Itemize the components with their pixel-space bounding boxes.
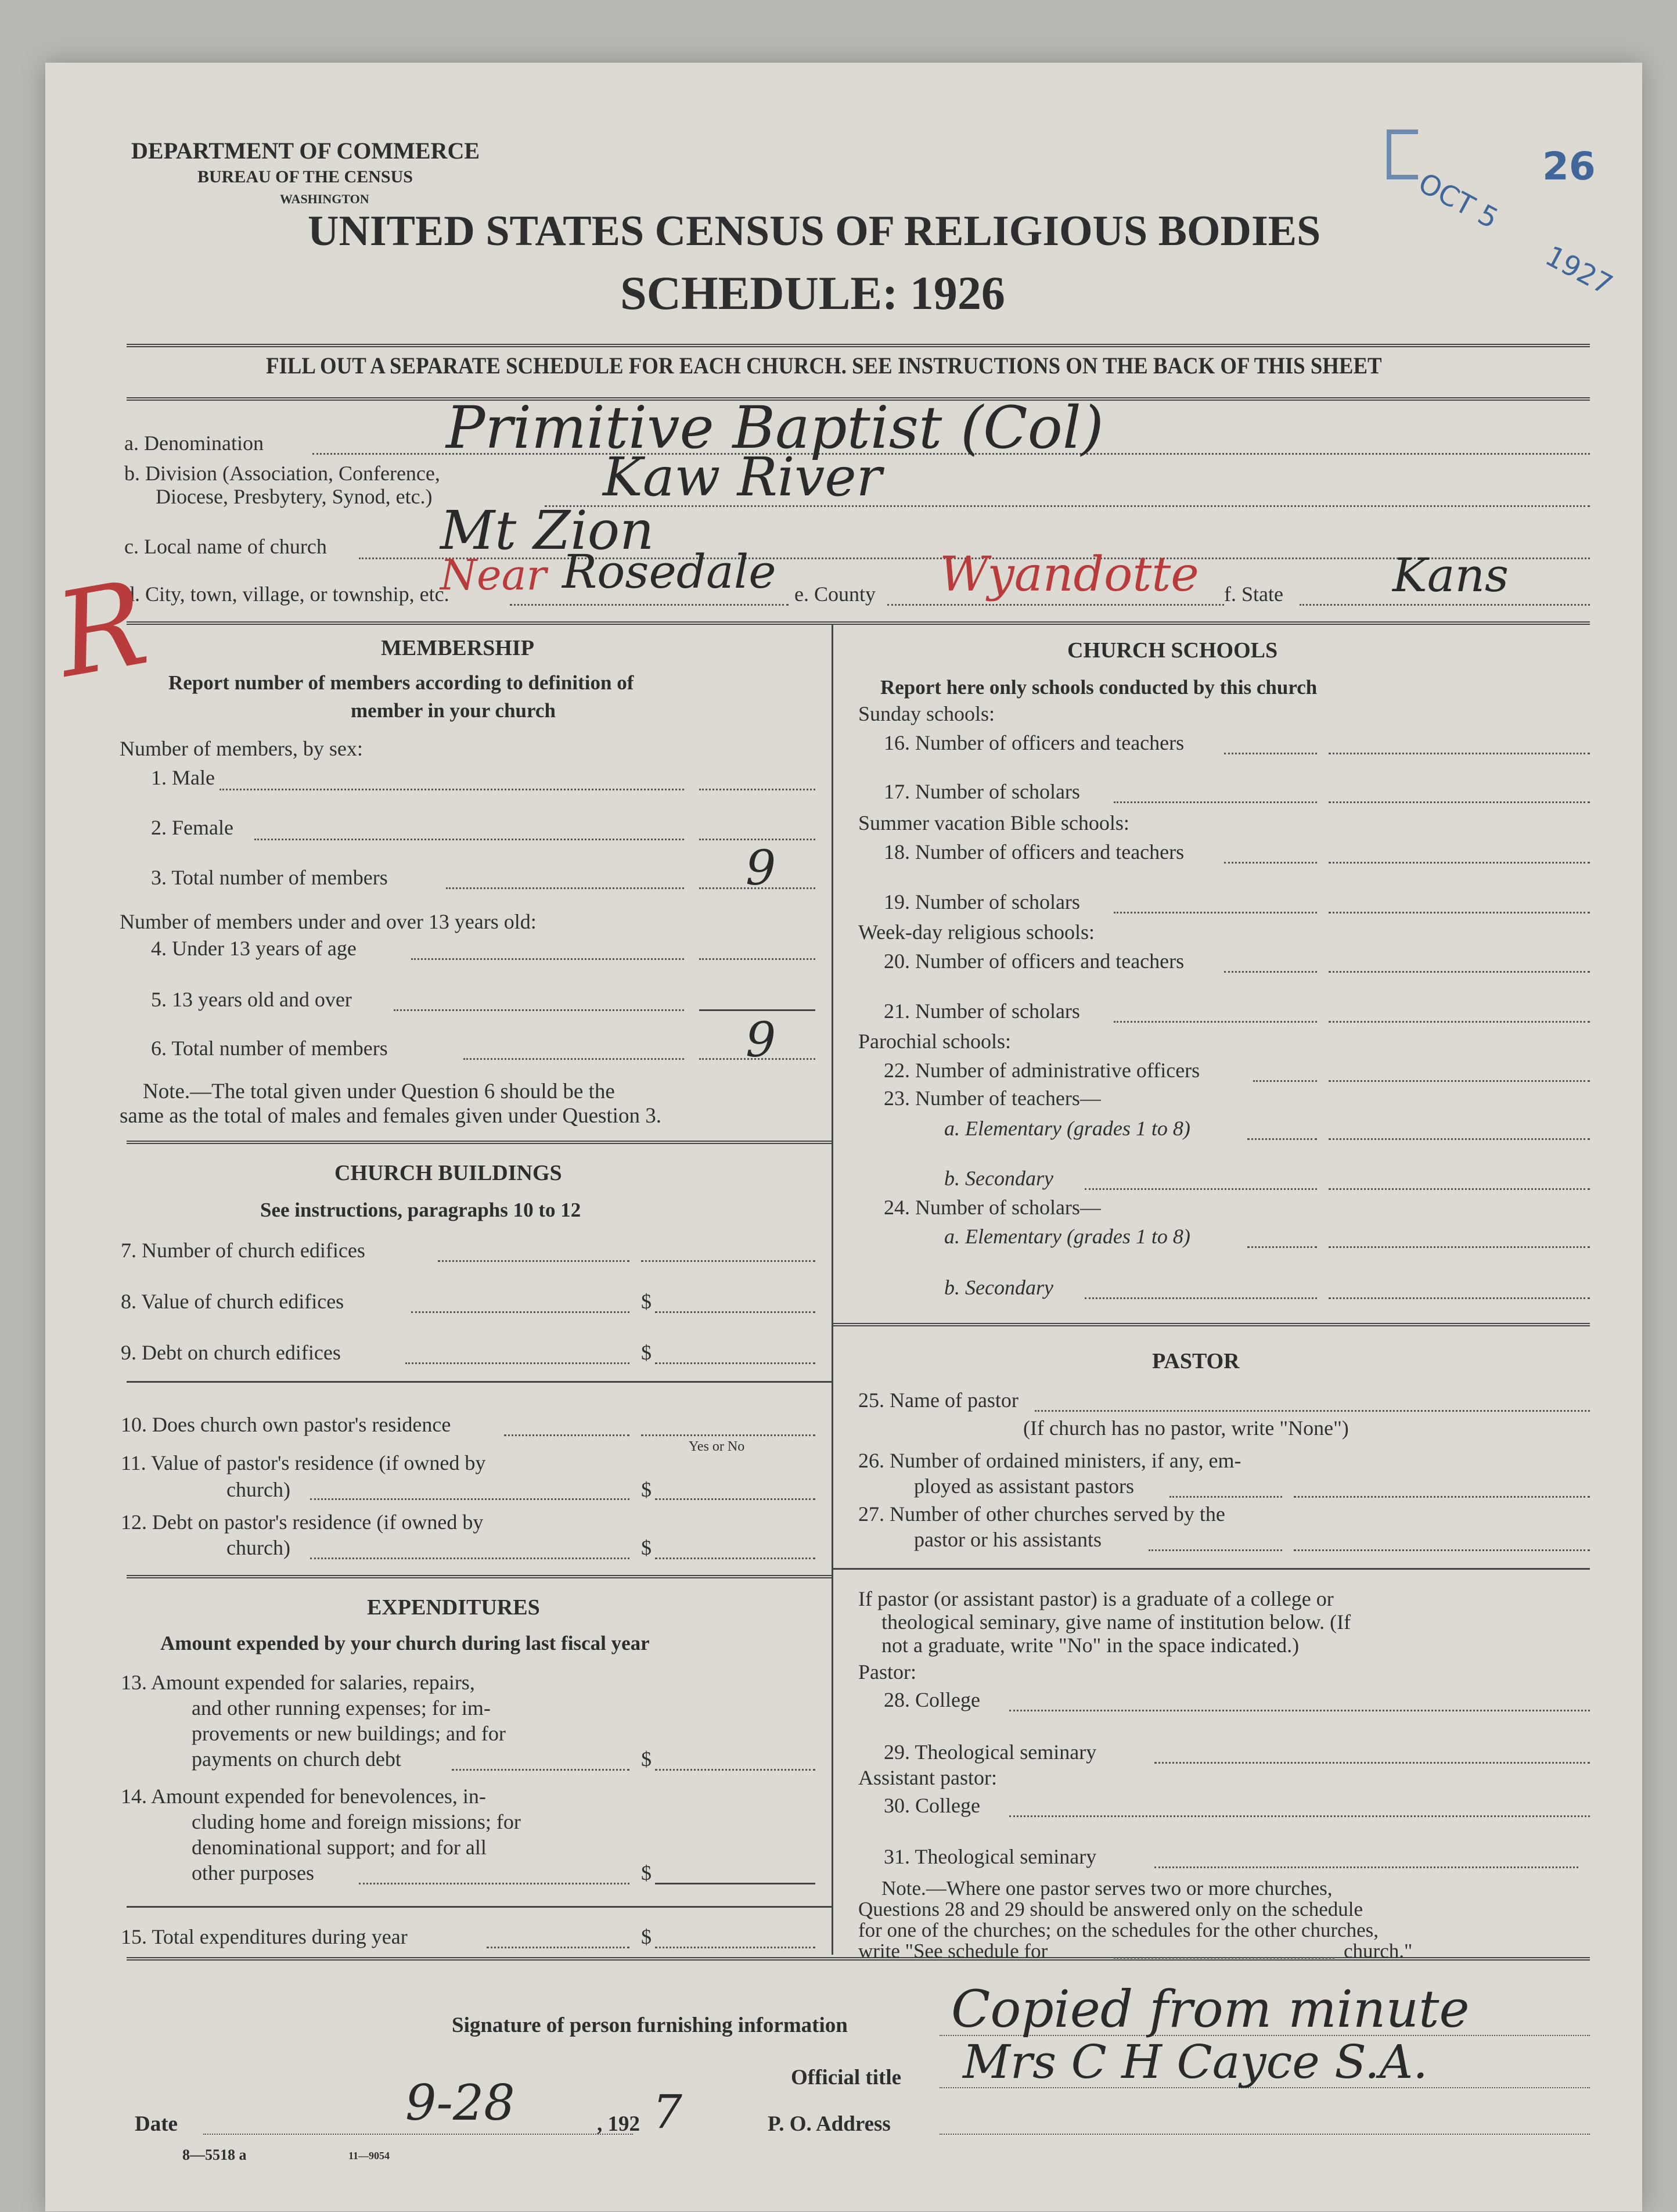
q2-label: 2. Female [151,816,233,839]
q11-label: 11. Value of pastor's residence (if owned by [121,1451,486,1474]
pastor-note-2: Questions 28 and 29 should be answered only on the schedule [858,1898,1363,1920]
q13-label-2: and other running expenses; for im- [192,1696,491,1720]
members-by-sex-label: Number of members, by sex: [120,737,363,760]
q29-label: 29. Theological seminary [884,1740,1097,1764]
q15-label: 15. Total expenditures during year [121,1925,408,1948]
q26-field[interactable] [1294,1496,1590,1498]
date-year-field[interactable]: 7 [653,2085,682,2139]
q25-label: 25. Name of pastor [858,1389,1019,1412]
q23a-field[interactable] [1329,1138,1590,1140]
q20-label: 20. Number of officers and teachers [884,949,1185,973]
q24b-field[interactable] [1329,1297,1590,1299]
city-label: d. City, town, village, or township, etc. [124,582,449,606]
official-title-label: Official title [791,2066,902,2089]
q19-field[interactable] [1329,912,1590,913]
q30-label: 30. College [884,1794,980,1817]
q31-field[interactable] [1154,1866,1578,1868]
q7-field[interactable] [641,1260,815,1262]
q24a-field[interactable] [1329,1246,1590,1248]
graduate-instruction: If pastor (or assistant pastor) is a graduate of a college or [858,1587,1334,1610]
q30-field[interactable] [1009,1815,1590,1817]
pastor-heading: PASTOR [1152,1349,1240,1373]
q4-label: 4. Under 13 years of age [151,937,357,960]
denomination-field[interactable]: Primitive Baptist (Col) [446,394,1104,462]
division-label: b. Division (Association, Conference, [124,462,440,485]
q21-field[interactable] [1329,1021,1590,1023]
division-field[interactable]: Kaw River [603,446,882,508]
q22-label: 22. Number of administrative officers [884,1059,1200,1082]
q27-label-2: pastor or his assistants [914,1528,1102,1551]
sunday-schools-label: Sunday schools: [858,702,995,725]
q10-field[interactable] [641,1434,815,1436]
summer-schools-label: Summer vacation Bible schools: [858,811,1129,835]
q8-field[interactable] [655,1311,815,1313]
official-title-field[interactable]: Mrs C H Cayce S.A. [963,2035,1428,2089]
q28-label: 28. College [884,1688,980,1711]
print-number: 11—9054 [348,2150,390,2161]
date-field[interactable]: 9-28 [405,2074,515,2131]
q16-label: 16. Number of officers and teachers [884,731,1185,754]
city-field[interactable]: Rosedale [562,545,776,599]
q15-field[interactable] [655,1947,815,1948]
q3-label: 3. Total number of members [151,866,388,889]
buildings-heading: CHURCH BUILDINGS [334,1161,562,1185]
graduate-instruction-3: not a graduate, write "No" in the space indicated.) [881,1634,1300,1657]
q27-label: 27. Number of other churches served by the [858,1502,1225,1526]
local-name-field[interactable]: Mt Zion [440,499,654,562]
q7-label: 7. Number of church edifices [121,1239,365,1262]
q11-field[interactable] [655,1498,815,1500]
q2-field[interactable] [699,839,815,840]
pastor-note: Note.—Where one pastor serves two or more churches, [881,1877,1333,1900]
weekday-schools-label: Week-day religious schools: [858,920,1095,944]
q14-field[interactable] [655,1883,815,1884]
q31-label: 31. Theological seminary [884,1845,1097,1868]
q14-label-2: cluding home and foreign missions; for [192,1810,521,1833]
q21-label: 21. Number of scholars [884,999,1080,1023]
po-address-label: P. O. Address [768,2112,891,2136]
q12-label-2: church) [226,1536,290,1559]
parochial-schools-label: Parochial schools: [858,1030,1011,1053]
stamp-mark-icon [1387,130,1418,179]
q9-label: 9. Debt on church edifices [121,1341,341,1364]
q5-label: 5. 13 years old and over [151,988,352,1011]
q17-field[interactable] [1329,801,1590,803]
instruction-banner: FILL OUT A SEPARATE SCHEDULE FOR EACH CHURCH. SEE INSTRUCTIONS ON THE BACK OF THIS SHEET [266,353,1382,379]
pastor-sublabel: Pastor: [858,1660,917,1684]
date-year-prefix: , 192 [597,2112,640,2136]
q24-label: 24. Number of scholars— [884,1196,1101,1219]
q25-field[interactable] [1035,1410,1590,1412]
q24b-label: b. Secondary [944,1276,1053,1299]
q14-label-4: other purposes [192,1861,314,1884]
denomination-label: a. Denomination [124,431,264,455]
q27-field[interactable] [1294,1549,1590,1551]
yes-no-caption: Yes or No [689,1439,745,1454]
q17-label: 17. Number of scholars [884,780,1080,803]
q16-field[interactable] [1329,753,1590,754]
q23-label: 23. Number of teachers— [884,1087,1101,1110]
signature-field[interactable]: Copied from minute [951,1979,1470,2039]
q14-label-3: denominational support; and for all [192,1836,487,1859]
q13-label-3: provements or new buildings; and for [192,1722,506,1745]
expenditures-heading: EXPENDITURES [367,1595,540,1620]
q25-note: (If church has no pastor, write "None") [1023,1416,1349,1440]
q22-field[interactable] [1329,1080,1590,1082]
q24a-label: a. Elementary (grades 1 to 8) [944,1225,1190,1248]
census-form-sheet: DEPARTMENT OF COMMERCE BUREAU OF THE CENSUS WASHINGTON UNITED STATES CENSUS OF RELIGIOUS BODIES SCHEDULE: 1926 26 OCT 5 1927 FILL OUT A SEPARATE SCHEDULE FOR EACH CHURCH. SEE INSTRUCTIONS ON THE BACK OF THIS SHEET a. Denomination Primitive Baptist (Col) b. Division (Association, Conference, Diocese, Presbytery, Synod, etc.) Kaw River c. Local name of church Mt Zion d. City, town, village, or township, etc. Near Rosedale e. County Wyandotte f. State Kans R MEMBERSHIP Report number of members according to definition of member in your church Number of members, by sex: 1. Male 2. Female 3. Total number of members 9 Number of members under and over 13 years old: 4. Under 13 years of age 5. 13 years old and over 6. Total number of members 9 Note.—The total given under Question 6 should be the same as the total of males and females given under Question 3. CHURCH BUILDINGS See instructions, paragraphs 10 to 12 7. Number of church edifices 8. Value of church edifices $ 9. Debt on church edifices $ 10. Does church own pastor's residence Yes or No 11. Value of pastor's residence (if owned by church) $ 12. Debt on pastor's residence (if owned by church) $ EXPENDITURES Amount expended by your church during last fiscal year 13. Amount expended for salaries, repairs, and other running expenses; for im- provements or new buildings; and for payments on church debt $ 14. Amount expended for benevolences, in- cluding home and foreign missions; for denominational support; and for all other purposes $ 15. Total expenditures during year $ CHURCH SCHOOLS Report here only schools conducted by this church Sunday schools: 16. Number of officers and teachers 17. Number of scholars Summer vacation Bible schools: 18. Number of officers and teachers 19. Number of scholars Week-day religious schools: 20. Number of officers and teachers 21. Number of scholars Parochial schools: 22. Number of administrative officers 23. Number of teachers— a. Elementary (grades 1 to 8) b. Secondary 24. Number of scholars— a. Elementary (grades 1 to 8) b. Secondary PASTOR 25. Name of pastor (If church has no pastor, write "None") 26. Number of ordained ministers, if any, em- ployed as assistant pastors 27. Number of other churches served by the pastor or his assistants If pastor (or assistant pastor) is a graduate of a college or theological seminary, give name of institution below. (If not a graduate, write "No" in the space indicated.) Pastor: 28. College 29. Theological seminary Assistant pastor: 30. College 31. Theological seminary Note.—Where one pastor serves two or more churches, Questions 28 and 29 should be answered only on the schedule for one of the churches; on the schedules for the other churches, write "See schedule for church." Signature of person furnishing information Copied from minute Official title Mrs C H Cayce S.A. Date 9-28 , 192 7 P. O. Address 8—5518 a 11—9054 [45,63,1642,2211]
received-stamp-date: OCT 5 [1413,166,1503,236]
q1-field[interactable] [699,789,815,790]
q11-label-2: church) [226,1478,290,1501]
margin-mark: R [46,555,157,704]
schools-heading: CHURCH SCHOOLS [1067,638,1278,663]
q12-label: 12. Debt on pastor's residence (if owned by [121,1510,484,1534]
county-field[interactable]: Wyandotte [940,547,1199,602]
stamp-number: 26 [1542,144,1596,189]
membership-subtitle: Report number of members according to definition of [168,671,634,694]
q1-label: 1. Male [151,766,215,789]
q3-field[interactable]: 9 [746,841,776,896]
q5-field[interactable] [699,1009,815,1011]
county-label: e. County [794,582,876,606]
q14-label: 14. Amount expended for benevolences, in- [121,1785,486,1808]
membership-subtitle-2: member in your church [351,699,556,722]
membership-heading: MEMBERSHIP [381,636,534,660]
q9-field[interactable] [655,1362,815,1364]
q12-field[interactable] [655,1558,815,1559]
po-address-field[interactable] [940,2134,1590,2135]
local-name-label: c. Local name of church [124,535,327,558]
q29-field[interactable] [1154,1762,1590,1764]
q13-label-4: payments on church debt [192,1747,401,1771]
city-label: WASHINGTON [280,192,369,206]
q6-field[interactable]: 9 [746,1013,776,1068]
q13-label: 13. Amount expended for salaries, repairs, [121,1671,475,1694]
graduate-instruction-2: theological seminary, give name of institution below. (If [881,1610,1351,1634]
q23b-label: b. Secondary [944,1167,1053,1190]
q4-field[interactable] [699,958,815,960]
q6-label: 6. Total number of members [151,1037,388,1060]
department-label: DEPARTMENT OF COMMERCE [131,138,480,164]
membership-note-2: same as the total of males and females given under Question 3. [120,1104,661,1128]
state-field[interactable]: Kans [1392,548,1509,602]
pastor-note-3: for one of the churches; on the schedules for the other churches, [858,1919,1379,1941]
membership-note: Note.—The total given under Question 6 should be the [143,1080,615,1103]
division-label-2: Diocese, Presbytery, Synod, etc.) [156,485,433,508]
date-label: Date [135,2112,178,2136]
q18-label: 18. Number of officers and teachers [884,840,1185,864]
form-title: UNITED STATES CENSUS OF RELIGIOUS BODIES [308,207,1321,255]
q20-field[interactable] [1329,971,1590,973]
city-prefix-note: Near [440,551,546,599]
pastor-note-5: church." [1344,1940,1413,1962]
q23a-label: a. Elementary (grades 1 to 8) [944,1117,1190,1140]
q18-field[interactable] [1329,862,1590,864]
members-by-age-label: Number of members under and over 13 years old: [120,910,537,933]
bureau-label: BUREAU OF THE CENSUS [197,167,413,186]
q23b-field[interactable] [1329,1188,1590,1190]
q10-label: 10. Does church own pastor's residence [121,1413,451,1436]
signature-label: Signature of person furnishing information [452,2013,848,2037]
q28-field[interactable] [1009,1710,1590,1711]
see-schedule-field[interactable] [1114,1957,1334,1959]
state-label: f. State [1224,582,1283,606]
q19-label: 19. Number of scholars [884,890,1080,913]
q26-label-2: ployed as assistant pastors [914,1474,1134,1498]
q13-field[interactable] [655,1769,815,1771]
assistant-pastor-sublabel: Assistant pastor: [858,1766,997,1789]
pastor-note-4: write "See schedule for [858,1940,1048,1962]
schedule-title: SCHEDULE: 1926 [620,267,1005,319]
q8-label: 8. Value of church edifices [121,1290,344,1313]
form-number: 8—5518 a [182,2146,247,2163]
received-stamp-year: 1927 [1540,239,1618,302]
q26-label: 26. Number of ordained ministers, if any, em- [858,1449,1241,1472]
expenditures-subtitle: Amount expended by your church during last fiscal year [160,1632,650,1654]
buildings-subtitle: See instructions, paragraphs 10 to 12 [260,1199,581,1221]
schools-subtitle: Report here only schools conducted by this church [880,676,1318,699]
